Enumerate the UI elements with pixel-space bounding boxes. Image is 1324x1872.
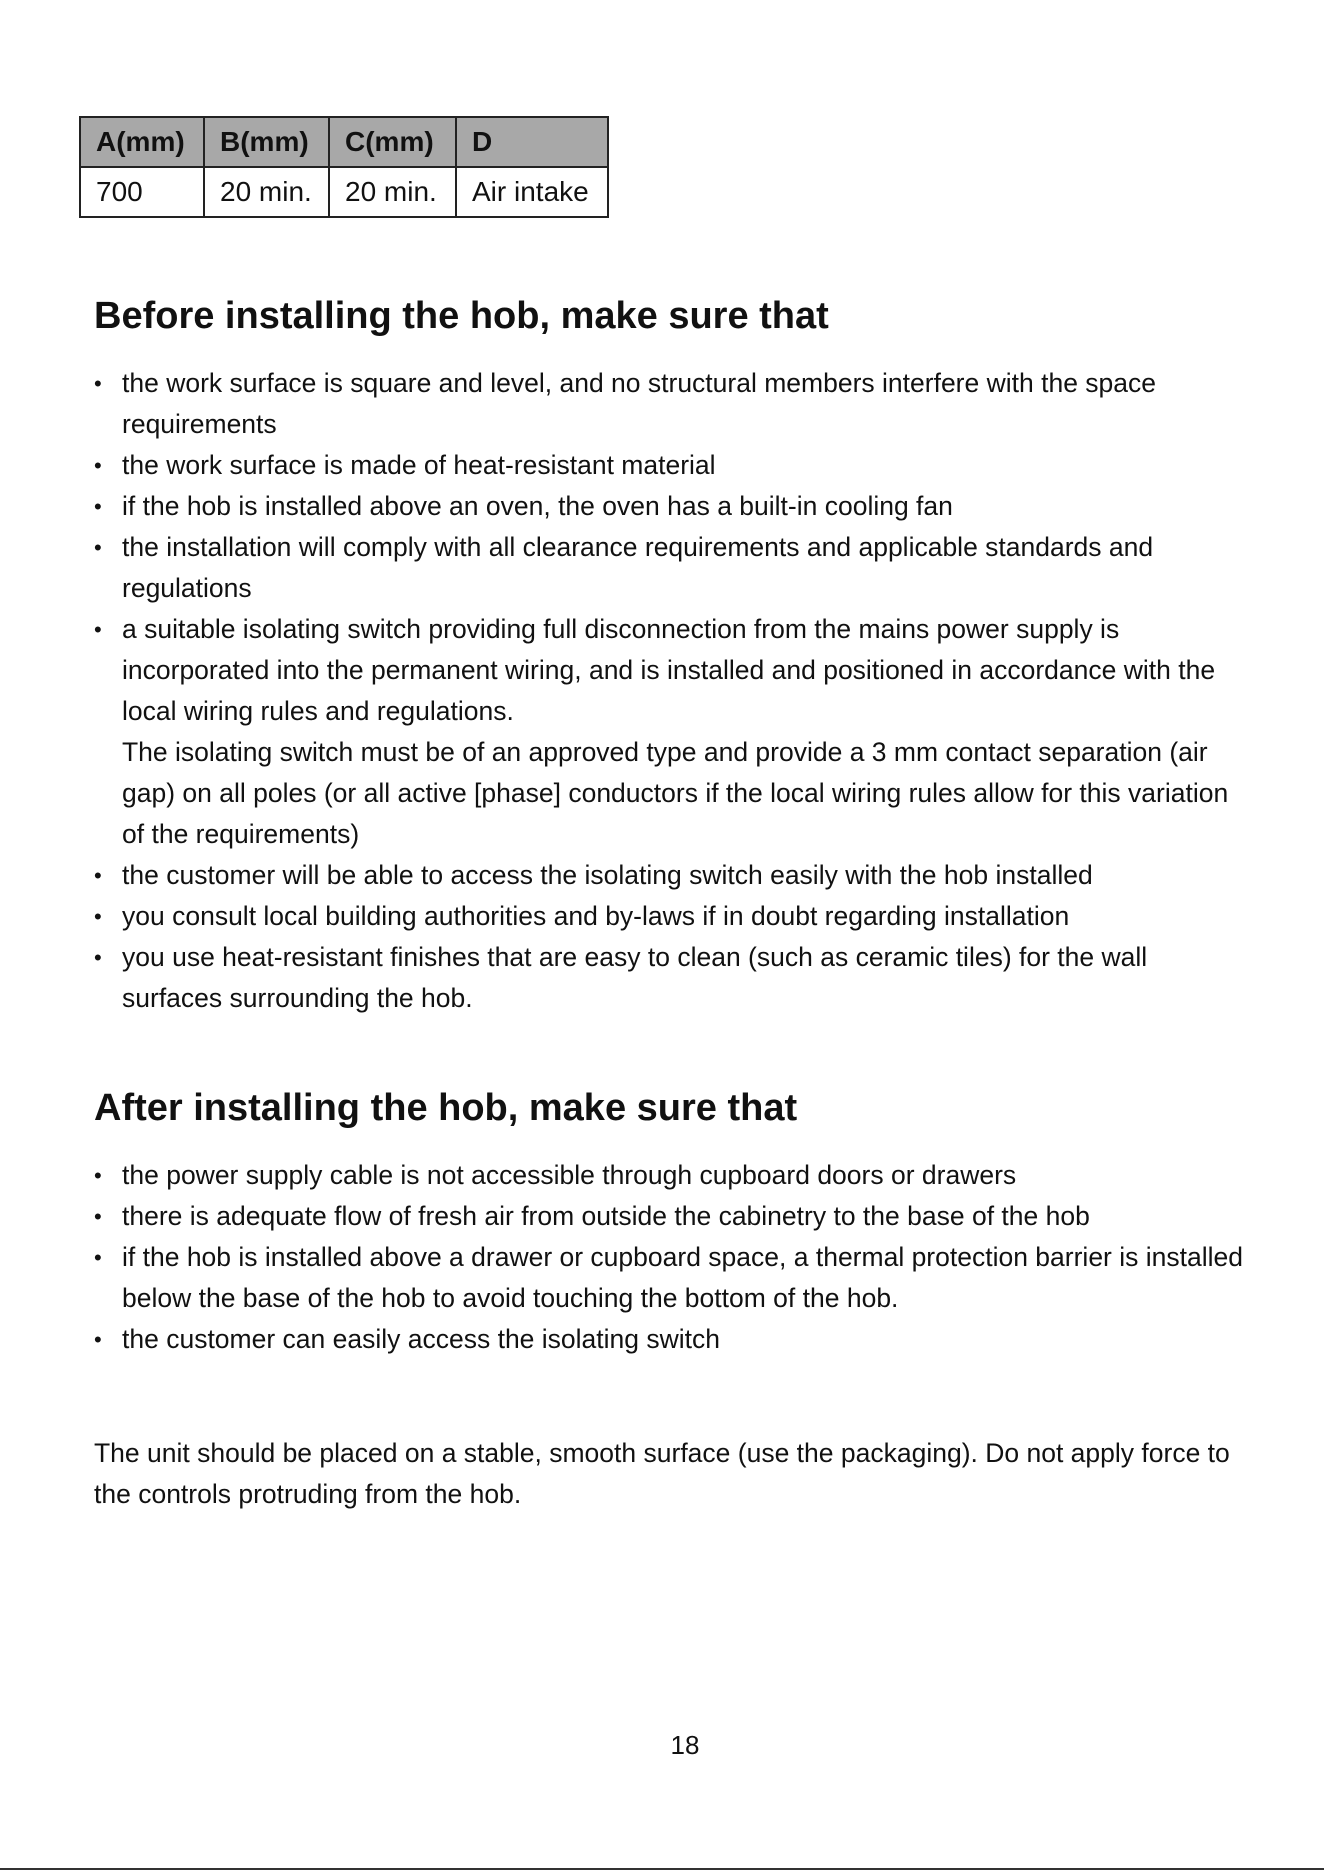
value-c: 20 min. <box>329 167 456 217</box>
page-bottom-rule <box>0 1868 1324 1870</box>
header-a: A(mm) <box>80 117 204 167</box>
list-item-text: you consult local building authorities and by-laws if in doubt regarding installation <box>122 901 1070 931</box>
list-item <box>94 1237 1244 1319</box>
before-installing-list <box>94 363 1244 1019</box>
list-item <box>94 937 1244 1019</box>
list-item <box>94 855 1244 896</box>
list-item <box>94 527 1244 609</box>
bullet-icon: • <box>94 371 102 396</box>
bullet-icon: • <box>94 945 102 970</box>
header-d: D <box>456 117 608 167</box>
after-installing-heading: After installing the hob, make sure that <box>94 1087 798 1129</box>
bullet-icon: • <box>94 1204 102 1229</box>
list-item-text: you use heat-resistant finishes that are easy to clean (such as ceramic tiles) for the wall surfaces surrounding the hob. <box>122 942 1148 1013</box>
bullet-icon: • <box>94 1245 102 1270</box>
value-a: 700 <box>80 167 204 217</box>
list-item-text: a suitable isolating switch providing full disconnection from the mains power supply is incorporated into the permanent wiring, and is installed and positioned in accordance with the local wiring rules and regulations. <box>122 614 1216 726</box>
list-item-text: the power supply cable is not accessible through cupboard doors or drawers <box>122 1160 1017 1190</box>
list-item-text: there is adequate flow of fresh air from outside the cabinetry to the base of the hob <box>122 1201 1090 1231</box>
isolating-switch-note: The isolating switch must be of an approved type and provide a 3 mm contact separation (air gap) on all poles (or all active [phase] conductors if the local wiring rules allow for this variation of the requirements) <box>122 737 1229 849</box>
list-item-text: the customer can easily access the isolating switch <box>122 1324 720 1354</box>
bullet-icon: • <box>94 1163 102 1188</box>
bullet-icon: • <box>94 453 102 478</box>
list-item-text: the customer will be able to access the isolating switch easily with the hob installed <box>122 860 1093 890</box>
dimensions-table <box>79 116 609 218</box>
placement-note: The unit should be placed on a stable, smooth surface (use the packaging). Do not apply force to the controls protruding from the hob. <box>94 1438 1230 1509</box>
value-d: Air intake <box>456 167 608 217</box>
list-item <box>94 1319 1244 1360</box>
bullet-icon: • <box>94 863 102 888</box>
after-installing-list <box>94 1155 1244 1360</box>
list-item-text: the work surface is made of heat-resistant material <box>122 450 716 480</box>
list-item <box>94 1196 1244 1237</box>
list-item <box>94 896 1244 937</box>
bullet-icon: • <box>94 617 102 642</box>
list-item <box>94 1155 1244 1196</box>
bullet-icon: • <box>94 535 102 560</box>
list-item-text: the installation will comply with all clearance requirements and applicable standards and regulations <box>122 532 1154 603</box>
value-b: 20 min. <box>204 167 329 217</box>
bullet-icon: • <box>94 1327 102 1352</box>
list-item-text: if the hob is installed above a drawer or cupboard space, a thermal protection barrier is installed below the base of the hob to avoid touching the bottom of the hob. <box>122 1242 1243 1313</box>
list-item <box>94 486 1244 527</box>
dimensions-table-header-row <box>80 117 608 167</box>
list-item-text: if the hob is installed above an oven, the oven has a built-in cooling fan <box>122 491 953 521</box>
dimensions-table-row <box>80 167 608 217</box>
header-b: B(mm) <box>204 117 329 167</box>
list-item <box>94 609 1244 855</box>
before-installing-heading: Before installing the hob, make sure that <box>94 295 829 337</box>
bullet-icon: • <box>94 904 102 929</box>
list-item-text: the work surface is square and level, and no structural members interfere with the space requirements <box>122 368 1157 439</box>
list-item <box>94 363 1244 445</box>
list-item <box>94 445 1244 486</box>
bullet-icon: • <box>94 494 102 519</box>
page-number: 18 <box>670 1730 700 1760</box>
header-c: C(mm) <box>329 117 456 167</box>
